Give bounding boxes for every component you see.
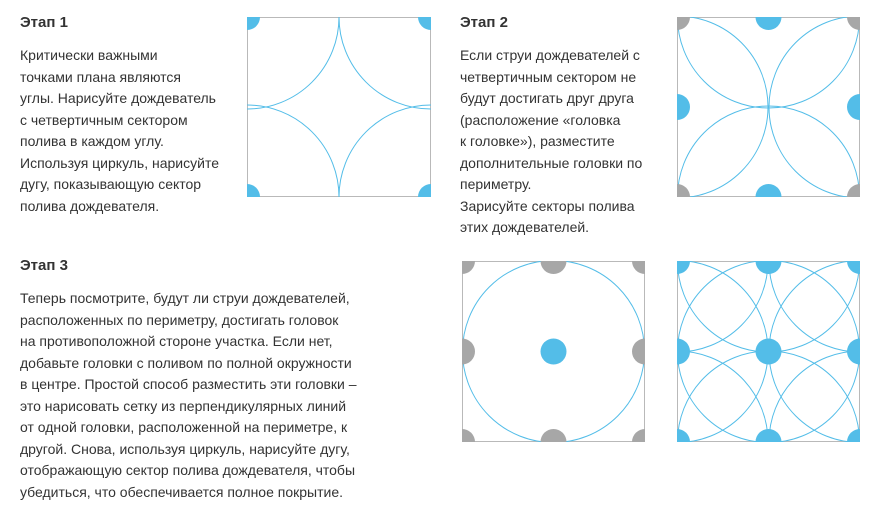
sprinkler-head-bottom-left xyxy=(677,184,690,197)
sprinkler-head-right-middle xyxy=(847,94,860,120)
sprinkler-head-top-middle xyxy=(756,261,782,274)
sprinkler-head-bottom-middle xyxy=(541,429,567,442)
text-line: будут достигать друг друга xyxy=(460,90,634,106)
text-line: на противоположной стороне участка. Если нет, xyxy=(20,333,333,349)
text-line: Теперь посмотрите, будут ли струи дождевателей, xyxy=(20,290,350,306)
text-line: Используя циркуль, нарисуйте xyxy=(20,154,219,171)
sprinkler-head-right-middle xyxy=(632,339,645,365)
arc-top-middle xyxy=(678,0,860,108)
sprinkler-head-left-middle xyxy=(677,94,690,120)
arc-top-right xyxy=(339,17,431,109)
sprinkler-head-top-left xyxy=(462,261,475,274)
text-line: от одной головки, расположенной на периметре, к xyxy=(20,419,348,435)
text-line: к головке»), разместите xyxy=(460,133,615,149)
sprinkler-head-bottom-left xyxy=(462,429,475,442)
text-line: другой. Снова, используя циркуль, нарисуйте дугу, xyxy=(20,440,350,457)
text-line: расположенных по периметру, достигать головок xyxy=(20,311,339,328)
sprinkler-head-bottom-right xyxy=(418,184,431,197)
sprinkler-head-top-right xyxy=(632,261,645,274)
sprinkler-head-top-right xyxy=(847,17,860,30)
text-line: этих дождевателей. xyxy=(460,219,590,235)
sprinkler-head-right-middle xyxy=(847,339,860,365)
text-line: убедиться, что обеспечивается полное покрытие. xyxy=(20,483,344,500)
sprinkler-head-left-middle xyxy=(677,339,690,365)
text-line: Если струи дождевателей с xyxy=(460,47,640,63)
sprinkler-head-bottom-middle xyxy=(756,184,782,197)
sprinkler-head-top-right xyxy=(418,17,431,30)
step-1-title: Этап 1 xyxy=(20,14,68,31)
sprinkler-head-top-right xyxy=(847,261,860,274)
step-1-text xyxy=(20,45,219,217)
arc-corner-bottom-right xyxy=(769,351,887,505)
diagram-step-2 xyxy=(677,17,860,197)
arc-bottom-middle xyxy=(678,351,860,505)
sprinkler-head-bottom-right xyxy=(847,429,860,442)
step-3-text xyxy=(20,288,357,503)
sprinkler-head-top-left xyxy=(677,261,690,274)
sprinkler-head-bottom-right xyxy=(847,184,860,197)
text-line: полива дождевателя. xyxy=(20,197,160,214)
text-line: Критически важными xyxy=(20,47,158,63)
text-line: углы. Нарисуйте дождеватель xyxy=(20,90,216,106)
text-line: периметру. xyxy=(460,176,532,192)
sprinkler-head-center xyxy=(541,339,567,365)
step-3-title: Этап 3 xyxy=(20,257,68,274)
area-frame xyxy=(248,18,431,197)
text-line: отображающую сектор полива дождевателя, чтобы xyxy=(20,462,356,478)
text-line: (расположение «головка xyxy=(460,111,621,128)
diagram-step-3b xyxy=(677,261,860,442)
arc-right-middle xyxy=(769,16,887,198)
sprinkler-head-bottom-left xyxy=(247,184,260,197)
text-line: точками плана являются xyxy=(20,68,181,85)
arc-bottom-right xyxy=(339,105,431,197)
text-line: с четвертичным сектором xyxy=(20,111,188,128)
arc-bottom-left xyxy=(247,105,339,197)
arc-top-left xyxy=(247,17,339,109)
text-line: в центре. Простой способ разместить эти головки – xyxy=(20,376,357,392)
text-line: добавьте головки с поливом по полной окружности xyxy=(20,354,352,371)
sprinkler-head-top-middle xyxy=(756,17,782,30)
sprinkler-head-top-left xyxy=(677,17,690,30)
step-2-title: Этап 2 xyxy=(460,14,508,31)
diagram-step-3a xyxy=(462,261,645,442)
sprinkler-head-top-middle xyxy=(541,261,567,274)
diagram-step-1 xyxy=(247,17,431,197)
sprinkler-head-center xyxy=(756,339,782,365)
arc-right-middle xyxy=(769,261,887,443)
sprinkler-head-left-middle xyxy=(462,339,475,365)
text-line: четвертичным сектором не xyxy=(460,68,637,85)
text-line: это нарисовать сетку из перпендикулярных линий xyxy=(20,397,347,414)
sprinkler-head-top-left xyxy=(247,17,260,30)
text-line: дополнительные головки по xyxy=(460,154,643,171)
sprinkler-head-bottom-right xyxy=(632,429,645,442)
sprinkler-head-bottom-middle xyxy=(756,429,782,442)
sprinkler-head-bottom-left xyxy=(677,429,690,442)
step-2-text xyxy=(460,45,642,239)
text-line: дугу, показывающую сектор xyxy=(20,176,202,192)
text-line: Зарисуйте секторы полива xyxy=(460,197,635,214)
text-line: полива в каждом углу. xyxy=(20,133,164,149)
